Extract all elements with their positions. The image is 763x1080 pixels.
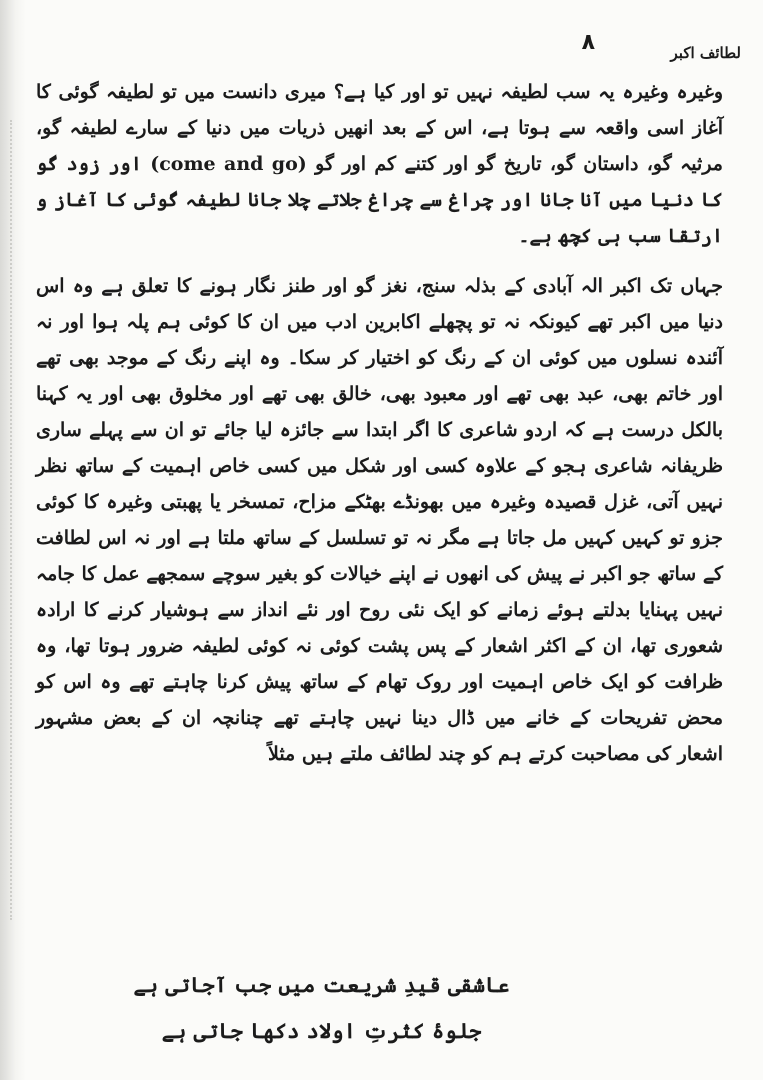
body-text — [36, 74, 723, 772]
paragraph: جہاں تک اکبر الہ آبادی کے بذلہ سنج، نغز گو اور طنز نگار ہونے کا تعلق ہے وہ اس دنیا میں اکبر تھے کیونکہ نہ تو پچھلے اکابرین ادب میں ان کا کوئی ہم پلہ ہوا اور نہ آئندہ نسلوں میں کوئی ان کے رنگ کو اختیار کر سکا۔ وہ اپنے رنگ کے موجد بھی تھے اور خاتم بھی، عبد بھی تھے اور معبود بھی، خالق بھی تھے اور مخلوق بھی اور یہ کہنا بالکل درست ہے کہ اردو شاعری کا اگر ابتدا سے جائزہ لیا جائے تو ان سے پہلے ساری ظریفانہ شاعری ہجو کے علاوہ کسی اور شکل میں کسی خاص اہمیت کے ساتھ نظر نہیں آتی، غزل قصیدہ وغیرہ میں بھونڈے بھٹکے مزاح، تمسخر یا پھبتی وغیرہ کا کوئی جزو تو کہیں کہیں مل جاتا ہے مگر نہ تو تسلسل کے ساتھ ملتا ہے اور نہ اس لطافت کے ساتھ جو اکبر نے پیش کی انھوں نے اپنے خیالات کو بغیر سوچے سمجھے عمل کا جامہ نہیں پہنایا بدلتے ہوئے زمانے کو ایک نئی روح اور نئے انداز سے ہوشیار کرنے کا ارادہ شعوری تھا، ان کے اکثر اشعار کے پس پشت کوئی نہ کوئی لطیفہ ضرور ہوتا تھا، وہ ظرافت کو ایک خاص اہمیت اور روک تھام کے ساتھ پیش کرنا چاہتے تھے وہ اس کو محض تفریحات کے خانے میں ڈال دینا نہیں چاہتے تھے چنانچہ ان کے بعض مشہور اشعار کی مصاحبت کرتے ہم کو چند لطائف ملتے ہیں مثلاً — [36, 275, 724, 765]
verse-line: جلوۂ کثرتِ اولاد دکھا جاتی ہے — [161, 1018, 482, 1043]
running-header: لطائف اکبر — [670, 44, 741, 62]
verse-couplet — [0, 962, 763, 1054]
paragraph: وغیرہ وغیرہ یہ سب لطیفہ نہیں تو اور کیا ہے؟ میری دانست میں تو لطیفہ گوئی کا آغاز اسی واقعہ سے ہوتا ہے، اس کے بعد انھیں ذریات میں دنیا کے سارے لطیفہ گو، مرثیہ گو، داستان گو، تاریخ گو اور کتنے کم اور گو (come and go) اور زود گو کا دنیا میں آنا جانا اور چراغ سے چراغ جلاتے چلا جانا لطیفہ گوئی کا آغاز و ارتقا سب ہی کچھ ہے۔ — [36, 81, 723, 247]
page-number: ۸ — [581, 30, 595, 55]
binding-edge-marks — [10, 120, 18, 920]
verse-line: عاشقی قیدِ شریعت میں جب آجاتی ہے — [133, 972, 510, 997]
